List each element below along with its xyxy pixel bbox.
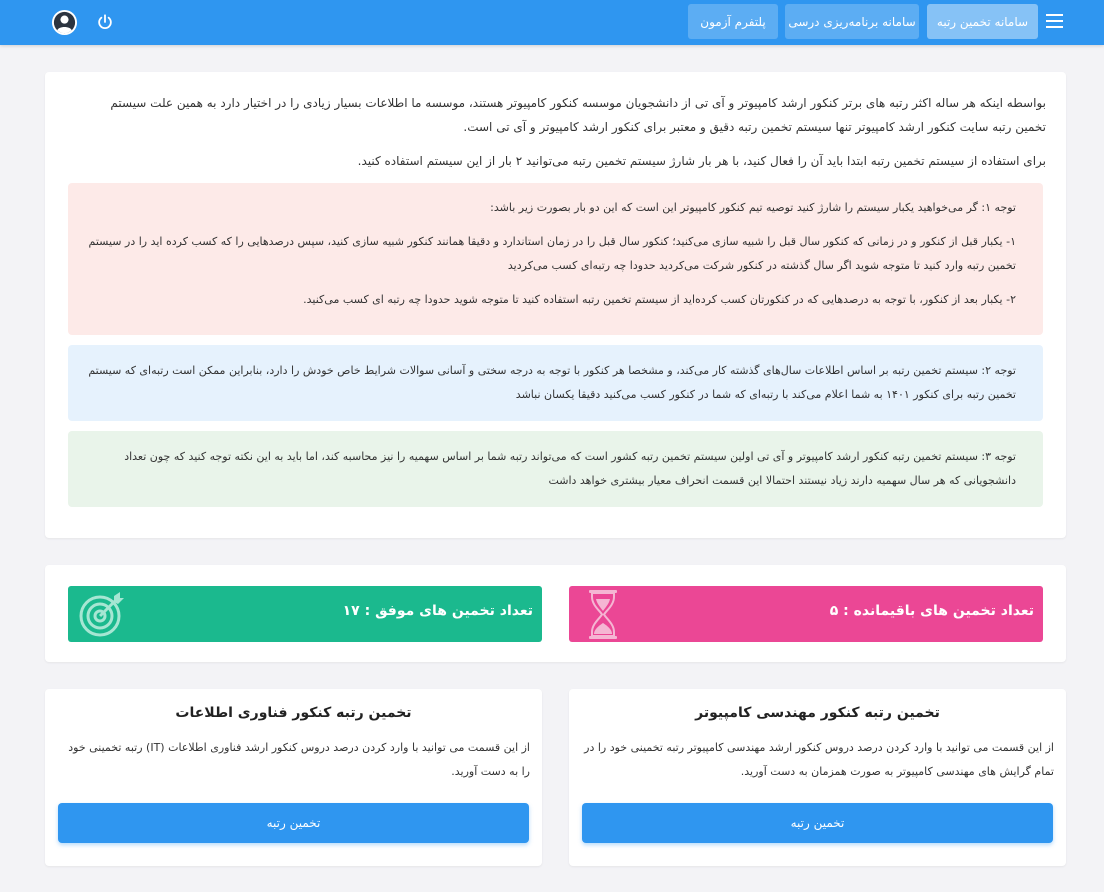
note-1-item-2: ۲- یکبار بعد از کنکور، با توجه به درصدهایی که در کنکورتان کسب کرده‌اید از سیستم تخمین رتبه استفاده کنید تا متوجه شوید حدودا چه رتبه ای کسب می‌کنید. [303,293,1016,306]
successful-estimates-box [68,586,542,642]
intro-paragraph-1: بواسطه اینکه هر ساله اکثر رتبه های برتر کنکور ارشد کامپیوتر و آی تی از دانشجویان موسسه کنکور کامپیوتر هستند، موسسه ما اطلاعات بسیار زیادی را در اختیار دارد به همین علت سیستم تخمین رتبه سایت کنکور ارشد کامپیوتر تنها سیستم تخمین رتبه دقیق و معتبر برای کنکور ارشد کامپیوتر و آی تی است. [110,96,1046,134]
computer-engineering-card [569,689,1066,866]
top-navbar [0,0,1104,45]
hourglass-icon [587,589,619,640]
note-2-text: توجه ۲: سیستم تخمین رتبه بر اساس اطلاعات سال‌های گذشته کار می‌کند، و مشخصا هر کنکور با توجه به درجه سختی و آسانی سوالات شرایط خاص خودش را دارد، بنابراین ممکن است رتبه‌ای که سیستم تخمین رتبه برای کنکور ۱۴۰۱ به شما اعلام می‌کند با رتبه‌ای که شما در کنکور کسب می‌کنید دقیقا یکسان نباشد [88,364,1016,401]
user-avatar-icon[interactable] [51,9,78,36]
menu-icon[interactable] [1046,14,1063,28]
successful-estimates-label: تعداد تخمین های موفق : ۱۷ [342,603,533,619]
note-2-box [68,345,1043,421]
it-estimate-rank-button[interactable]: تخمین رتبه [58,803,529,843]
intro-card [45,72,1066,538]
nav-exam-platform-button[interactable]: پلتفرم آزمون [688,4,778,39]
target-icon [78,590,126,638]
remaining-estimates-box [569,586,1043,642]
note-3-text: توجه ۳: سیستم تخمین رتبه کنکور ارشد کامپیوتر و آی تی اولین سیستم تخمین رتبه کشور است که می‌تواند رتبه شما بر اساس سهمیه را نیز محاسبه کند، اما باید به این نکته توجه کنید که چون تعداد دانشجویانی که هر سال سهمیه دارند زیاد نیستند احتمالا این قسمت انحراف معیار بیشتری خواهد داشت [124,450,1016,487]
computer-engineering-description: از این قسمت می توانید با وارد کردن درصد دروس کنکور ارشد مهندسی کامپیوتر رتبه تخمینی خود را در تمام گرایش های مهندسی کامپیوتر به صورت همزمان به دست آورید. [584,741,1054,778]
note-1-item-1: ۱- یکبار قبل از کنکور و در زمانی که کنکور سال قبل را شبیه سازی می‌کنید؛ کنکور سال قبل را در زمان استاندارد و دقیقا همانند کنکور شبیه سازی کنید، سپس درصدهایی را که کسب کرده اید را در سیستم تخمین رتبه وارد کنید تا متوجه شوید اگر سال گذشته در کنکور شرکت می‌کردید حدودا چه رتبه‌ای کسب می‌کردید [88,235,1016,272]
stats-card [45,565,1066,662]
it-title: تخمین رتبه کنکور فناوری اطلاعات [175,705,412,721]
note-1-box [68,183,1043,335]
computer-engineering-title: تخمین رتبه کنکور مهندسی کامپیوتر [695,705,940,721]
note-3-box [68,431,1043,507]
computer-estimate-rank-button[interactable]: تخمین رتبه [582,803,1053,843]
remaining-estimates-label: تعداد تخمین های باقیمانده : ۵ [829,603,1034,619]
it-description: از این قسمت می توانید با وارد کردن درصد دروس کنکور ارشد فناوری اطلاعات (IT) رتبه تخمینی خود را به دست آورید. [68,741,530,778]
intro-paragraph-2: برای استفاده از سیستم تخمین رتبه ابتدا باید آن را فعال کنید، با هر بار شارژ سیستم تخمین رتبه می‌توانید ۲ بار از این سیستم استفاده کنید. [357,154,1046,168]
note-1-heading: توجه ۱: گر می‌خواهید یکبار سیستم را شارژ کنید توصیه تیم کنکور کامپیوتر این است که این دو بار بصورت زیر باشد: [490,201,1016,214]
nav-rank-estimation-button[interactable]: سامانه تخمین رتبه [927,4,1038,39]
power-logout-icon[interactable] [96,13,114,31]
nav-study-planning-button[interactable]: سامانه برنامه‌ریزی درسی [785,4,919,39]
it-card [45,689,542,866]
